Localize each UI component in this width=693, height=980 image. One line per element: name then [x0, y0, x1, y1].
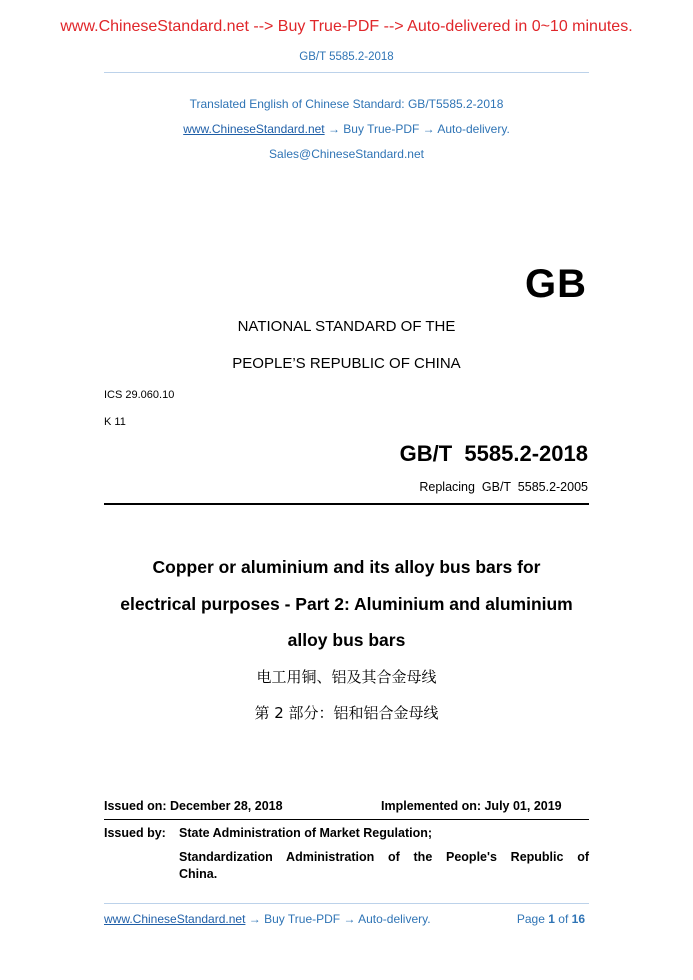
dates-divider [104, 819, 589, 820]
gb-logo: GB [525, 262, 587, 306]
delivery-text: → Buy True-PDF → Auto-delivery. [324, 122, 510, 136]
page-current: 1 [548, 912, 555, 926]
page-indicator [517, 912, 585, 926]
footer-chinesestandard-link[interactable]: www.ChineseStandard.net [104, 912, 246, 926]
header-divider [104, 72, 589, 73]
footer-divider [104, 903, 589, 904]
chinesestandard-link[interactable]: www.ChineseStandard.net [183, 122, 325, 136]
issued-by-line1: State Administration of Market Regulation; [179, 826, 433, 840]
title-divider [104, 503, 589, 505]
delivery-line [0, 122, 693, 136]
title-cn-line2: 第 2 部分：铝和铝合金母线 [254, 704, 439, 722]
title-en-line1: Copper or aluminium and its alloy bus bars for [152, 557, 541, 577]
replacing-standard: Replacing GB/T 5585.2-2005 [419, 480, 588, 494]
ics-code: ICS 29.060.10 [104, 389, 175, 401]
title-en-line3: alloy bus bars [287, 630, 406, 650]
ccs-code: K 11 [104, 416, 126, 428]
issued-by-label: Issued by: [104, 826, 166, 840]
issued-by-line3: China. [179, 867, 218, 881]
translation-note: Translated English of Chinese Standard: GB/T5585.2-2018 [189, 97, 504, 111]
page-of: of [558, 912, 569, 926]
issued-by-line2: Standardization Administration of the People's Republic of [179, 850, 589, 864]
header-standard-code: GB/T 5585.2-2018 [299, 51, 394, 63]
top-banner[interactable]: www.ChineseStandard.net --> Buy True-PDF --> Auto-delivered in 0~10 minutes. [60, 18, 633, 35]
page-total: 16 [571, 912, 585, 926]
title-cn-line1: 电工用铜、铝及其合金母线 [256, 668, 437, 686]
footer-delivery-line [104, 912, 431, 926]
implemented-on: Implemented on: July 01, 2019 [381, 799, 562, 813]
title-en-line2: electrical purposes - Part 2: Aluminium and aluminium [120, 594, 573, 614]
sales-email[interactable]: Sales@ChineseStandard.net [269, 147, 424, 161]
page-label: Page [516, 912, 545, 926]
national-standard-line1: NATIONAL STANDARD OF THE [237, 318, 456, 335]
national-standard-line2: PEOPLE’S REPUBLIC OF CHINA [232, 355, 461, 372]
issued-on: Issued on: December 28, 2018 [104, 799, 283, 813]
footer-delivery-text: → Buy True-PDF → Auto-delivery. [245, 912, 431, 926]
standard-number: GB/T 5585.2-2018 [399, 441, 588, 466]
